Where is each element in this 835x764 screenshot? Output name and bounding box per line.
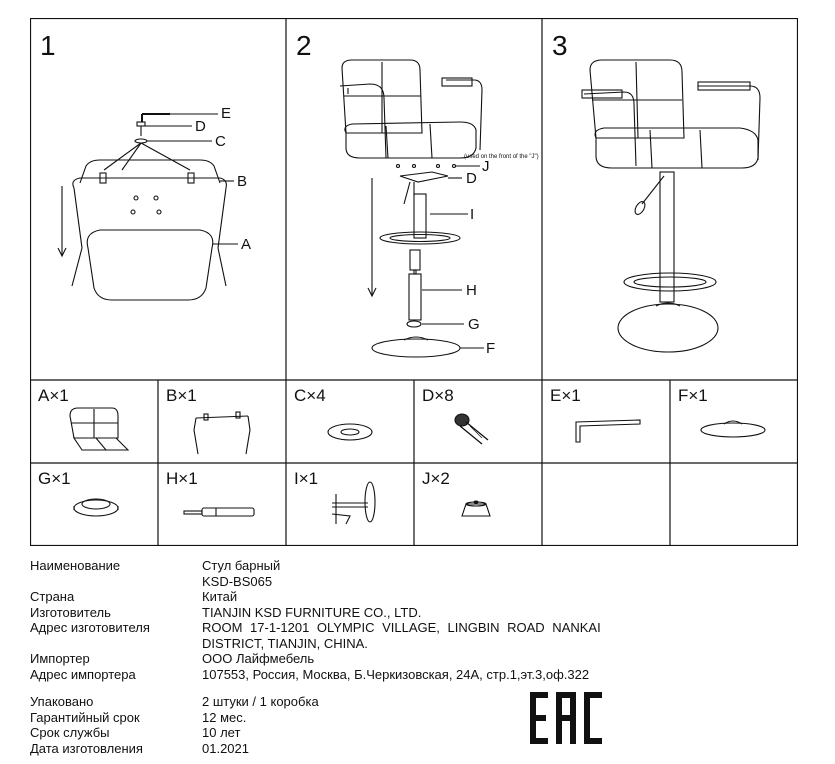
info-key: Срок службы xyxy=(30,725,110,740)
info-value: DISTRICT, TIANJIN, CHINA. xyxy=(202,635,368,651)
part-label-d: D×8 xyxy=(422,386,454,405)
info-value: 01.2021 xyxy=(202,740,249,756)
part-label-f: F×1 xyxy=(678,386,708,405)
part-label-g: G×1 xyxy=(38,469,71,488)
step1-drawing xyxy=(58,114,238,300)
info-key: Страна xyxy=(30,589,75,604)
frame-icon xyxy=(194,412,250,454)
callout-f: F xyxy=(486,340,496,357)
step-number-2: 2 xyxy=(296,30,312,61)
part-label-i: I×1 xyxy=(294,469,319,488)
info-key: Адрес импортера xyxy=(30,666,136,682)
part-label-h: H×1 xyxy=(166,469,198,488)
callout-i: I xyxy=(470,206,475,223)
info-key: Упаковано xyxy=(30,694,94,709)
callout-d2: D xyxy=(466,170,477,187)
info-key: Наименование xyxy=(30,558,121,573)
callout-note: (used on the front of the "J") xyxy=(464,154,539,160)
step-number-3: 3 xyxy=(552,30,568,61)
info-value: ROOM 17-1-1201 OLYMPIC VILLAGE, LINGBIN ROAD NANKAI xyxy=(202,620,601,635)
step-number-1: 1 xyxy=(40,30,56,61)
part-label-b: B×1 xyxy=(166,386,197,405)
info-key: Гарантийный срок xyxy=(30,709,140,725)
step3-drawing xyxy=(582,60,760,352)
gas-lift-icon xyxy=(184,508,254,516)
part-label-j: J×2 xyxy=(422,469,450,488)
callout-e: E xyxy=(221,105,232,122)
parts-row1-icons xyxy=(70,408,765,454)
callout-d: D xyxy=(195,118,206,135)
part-label-e: E×1 xyxy=(550,386,581,405)
info-value: KSD-BS065 xyxy=(202,573,273,589)
base-plate-icon xyxy=(701,421,765,437)
ring-icon xyxy=(74,499,118,516)
cap-icon xyxy=(462,501,490,516)
bolt-icon xyxy=(455,414,488,444)
seat-icon xyxy=(70,408,128,450)
eac-mark-icon xyxy=(528,690,604,751)
callout-h: H xyxy=(466,282,477,299)
info-value: Китай xyxy=(202,589,238,604)
info-value: 107553, Россия, Москва, Б.Черкизовская, 24А, стр.1,эт.3,оф.322 xyxy=(202,666,590,682)
info-value: ООО Лайфмебель xyxy=(202,651,315,666)
info-value: TIANJIN KSD FURNITURE CO., LTD. xyxy=(202,604,422,620)
washer-icon xyxy=(328,424,372,440)
callout-c: C xyxy=(215,133,226,150)
allen-key-icon xyxy=(576,420,640,442)
info-key: Адрес изготовителя xyxy=(30,620,150,635)
callout-j: J xyxy=(482,158,490,175)
info-key: Изготовитель xyxy=(30,604,111,620)
callout-b: B xyxy=(237,173,248,190)
info-value: Стул барный xyxy=(202,558,281,573)
part-label-c: C×4 xyxy=(294,386,326,405)
info-value: 12 мес. xyxy=(202,709,247,725)
info-value: 2 штуки / 1 коробка xyxy=(202,694,319,709)
info-value: 10 лет xyxy=(202,725,241,740)
assembly-sheet xyxy=(30,18,798,546)
step2-drawing xyxy=(340,60,484,357)
callout-a: A xyxy=(241,236,252,253)
mechanism-icon xyxy=(332,482,375,524)
info-key: Дата изготовления xyxy=(30,740,143,756)
assembly-drawing xyxy=(30,18,798,546)
part-label-a: A×1 xyxy=(38,386,69,405)
callout-g: G xyxy=(468,316,480,333)
info-key: Импортер xyxy=(30,651,90,666)
